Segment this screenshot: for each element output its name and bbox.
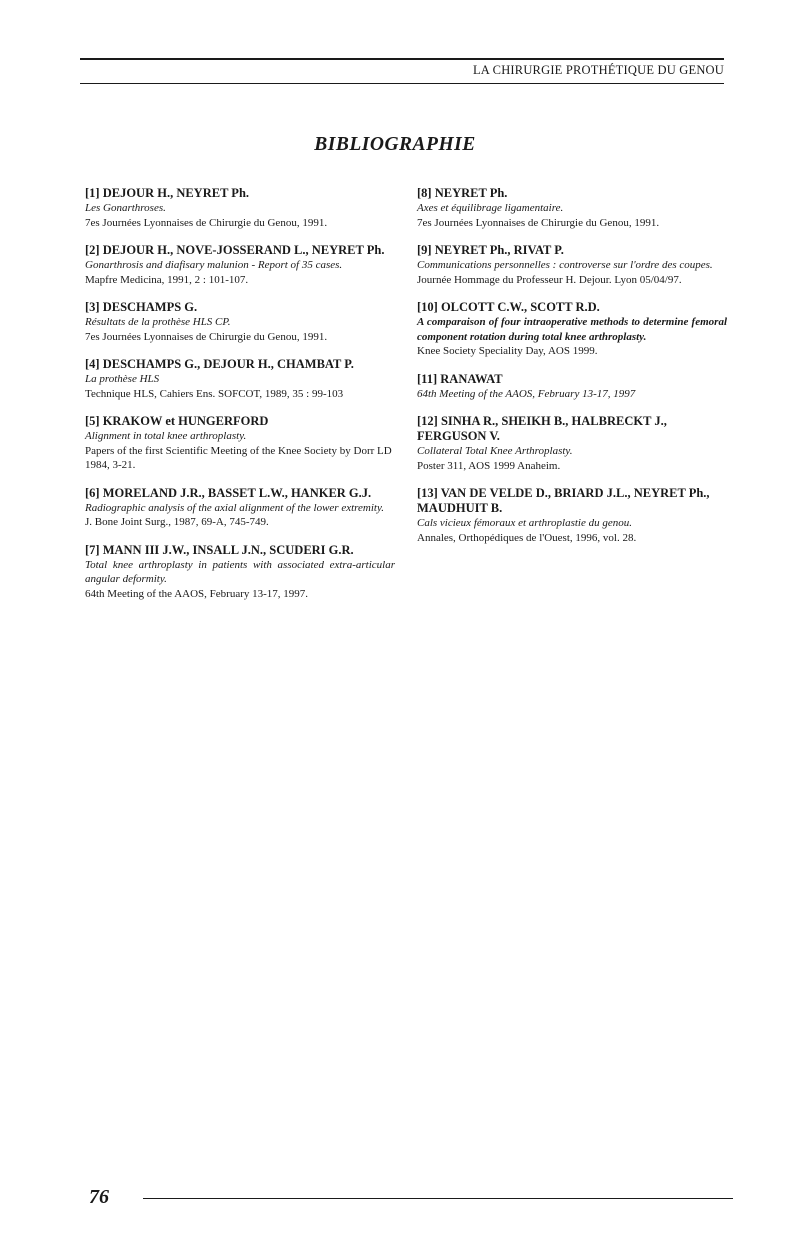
- reference-authors: [10] OLCOTT C.W., SCOTT R.D.: [417, 300, 600, 314]
- reference-title: Radiographic analysis of the axial alignment of the lower extremity.: [85, 501, 384, 514]
- reference-title: La prothèse HLS: [85, 373, 160, 385]
- reference-entry: [85, 300, 395, 344]
- running-head: LA CHIRURGIE PROTHÉTIQUE DU GENOU: [472, 63, 724, 77]
- reference-authors: [12] SINHA R., SHEIKH B., HALBRECKT J., FERGUSON V.: [417, 414, 667, 443]
- reference-title: 64th Meeting of the AAOS, February 13-17, 1997: [417, 387, 636, 400]
- reference-title: Alignment in total knee arthroplasty.: [85, 430, 247, 442]
- reference-authors: [4] DESCHAMPS G., DEJOUR H., CHAMBAT P.: [85, 357, 354, 371]
- header-rule-top: [80, 58, 724, 60]
- reference-entry: [417, 486, 727, 545]
- reference-source: Papers of the first Scientific Meeting of the Knee Society by Dorr LD 1984, 3-21.: [85, 444, 392, 471]
- reference-title: Collateral Total Knee Arthroplasty.: [417, 445, 573, 457]
- reference-authors: [3] DESCHAMPS G.: [85, 300, 198, 314]
- reference-entry: [417, 186, 727, 230]
- reference-source: 7es Journées Lyonnaises de Chirurgie du Genou, 1991.: [85, 216, 328, 229]
- reference-authors: [9] NEYRET Ph., RIVAT P.: [417, 243, 564, 257]
- reference-source: 7es Journées Lyonnaises de Chirurgie du Genou, 1991.: [417, 216, 660, 229]
- reference-source: J. Bone Joint Surg., 1987, 69-A, 745-749.: [85, 516, 269, 528]
- reference-title: Total knee arthroplasty in patients with associated extra-articular angular deformity.: [85, 558, 395, 585]
- reference-entry: [417, 372, 727, 402]
- reference-entry: [85, 543, 395, 602]
- reference-source: Technique HLS, Cahiers Ens. SOFCOT, 1989, 35 : 99-103: [85, 387, 344, 400]
- reference-entry: [85, 186, 395, 230]
- reference-title: Résultats de la prothèse HLS CP.: [85, 316, 231, 328]
- reference-title: A comparaison of four intraoperative methods to determine femoral component rotation during total knee arthroplasty.: [417, 316, 727, 343]
- reference-source: 7es Journées Lyonnaises de Chirurgie du Genou, 1991.: [85, 330, 328, 343]
- bibliography-left-column: [85, 186, 395, 614]
- header-rule-bottom: [80, 83, 724, 84]
- reference-entry: [417, 414, 727, 473]
- reference-title: Les Gonarthroses.: [85, 202, 166, 214]
- reference-title: Cals vicieux fémoraux et arthroplastie du genou.: [417, 517, 632, 529]
- reference-title: Communications personnelles : controverse sur l'ordre des coupes.: [417, 259, 713, 271]
- reference-authors: [11] RANAWAT: [417, 371, 503, 386]
- reference-source: 64th Meeting of the AAOS, February 13-17, 1997.: [85, 587, 309, 600]
- reference-source: Poster 311, AOS 1999 Anaheim.: [417, 459, 561, 472]
- bibliography-right-column: [417, 186, 727, 558]
- footer-rule: [143, 1198, 733, 1199]
- reference-authors: [1] DEJOUR H., NEYRET Ph.: [85, 186, 250, 200]
- reference-authors: [2] DEJOUR H., NOVE-JOSSERAND L., NEYRET Ph.: [85, 243, 385, 257]
- section-title: BIBLIOGRAPHIE: [314, 134, 476, 155]
- reference-entry: [417, 243, 727, 287]
- reference-entry: [85, 243, 395, 287]
- reference-entry: [85, 486, 395, 530]
- page-number: 76: [89, 1186, 109, 1208]
- reference-entry: [85, 357, 395, 401]
- reference-source: Annales, Orthopédiques de l'Ouest, 1996, vol. 28.: [417, 531, 637, 544]
- reference-source: Mapfre Medicina, 1991, 2 : 101-107.: [85, 273, 249, 286]
- reference-entry: [85, 414, 395, 473]
- reference-source: Knee Society Speciality Day, AOS 1999.: [417, 345, 598, 357]
- reference-source: Journée Hommage du Professeur H. Dejour. Lyon 05/04/97.: [417, 273, 682, 286]
- reference-authors: [5] KRAKOW et HUNGERFORD: [85, 414, 269, 428]
- reference-authors: [8] NEYRET Ph.: [417, 186, 508, 200]
- reference-authors: [6] MORELAND J.R., BASSET L.W., HANKER G.J.: [85, 485, 372, 500]
- reference-title: Axes et équilibrage ligamentaire.: [417, 202, 564, 214]
- reference-title: Gonarthrosis and diafisary malunion - Report of 35 cases.: [85, 259, 343, 271]
- reference-authors: [13] VAN DE VELDE D., BRIARD J.L., NEYRET Ph., MAUDHUIT B.: [417, 486, 710, 515]
- reference-authors: [7] MANN III J.W., INSALL J.N., SCUDERI G.R.: [85, 542, 354, 557]
- reference-entry: [417, 300, 727, 359]
